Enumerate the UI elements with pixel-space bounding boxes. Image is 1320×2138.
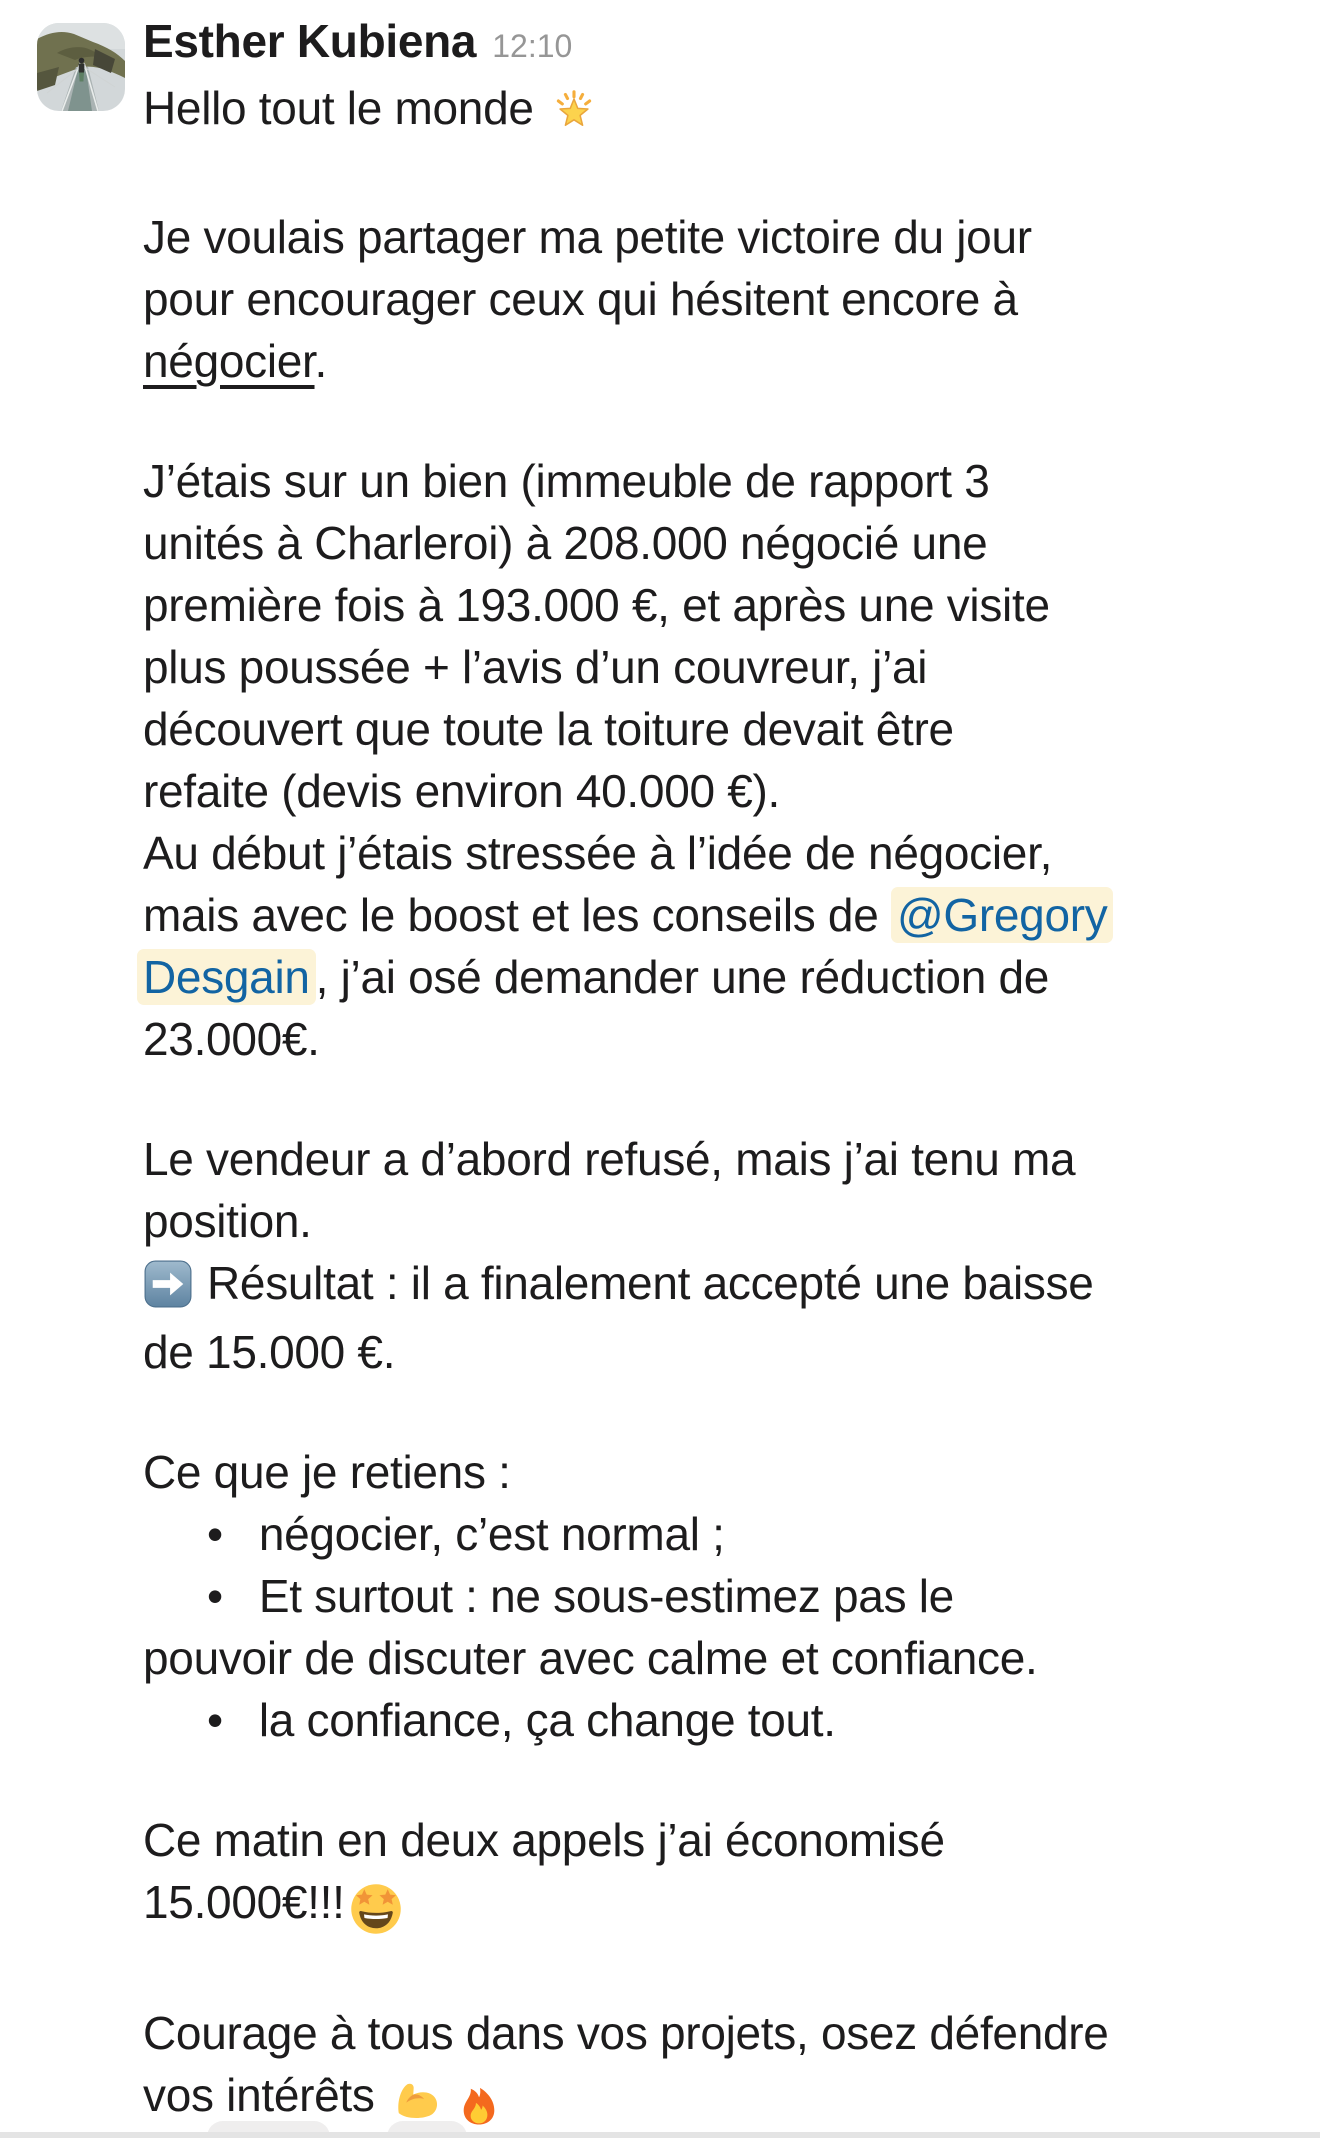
paragraph-savings [143, 1809, 1228, 1944]
glowing-star-emoji [548, 86, 600, 148]
greeting-line [143, 77, 1228, 148]
message-text: 23.000€. [143, 1013, 320, 1065]
message-body [143, 10, 1228, 2136]
bullet-dot: • [207, 1570, 223, 1622]
message-header [143, 10, 1228, 77]
underlined-word: négocier [143, 335, 315, 387]
message-text: plus poussée + l’avis d’un couvreur, j’ai [143, 641, 928, 693]
greeting-text: Hello tout le monde [143, 82, 534, 134]
message-timestamp[interactable]: 12:10 [492, 28, 573, 64]
paragraph-victory [143, 206, 1228, 392]
message-text: première fois à 193.000 €, et après une visite [143, 579, 1050, 631]
message-text: 15.000€!!! [143, 1876, 345, 1928]
message-text: pouvoir de discuter avec calme et confiance. [143, 1632, 1038, 1684]
message-text: Au début j’étais stressée à l’idée de négocier, [143, 827, 1053, 879]
message-text: Résultat : il a finalement accepté une baisse [207, 1257, 1094, 1309]
message-text: Ce matin en deux appels j’ai économisé [143, 1814, 945, 1866]
paragraph-lessons [143, 1441, 1228, 1751]
message-text: refaite (devis environ 40.000 €). [143, 765, 781, 817]
message-text: vos intérêts [143, 2069, 375, 2121]
message-text: . [314, 335, 327, 387]
bullet-item [143, 1565, 1228, 1627]
sender-name[interactable]: Esther Kubiena [143, 15, 477, 67]
message-text: , j’ai osé demander une réduction de [315, 951, 1050, 1003]
message-text: Ce que je retiens : [143, 1446, 511, 1498]
arrow-right-emoji [143, 1259, 193, 1321]
mention-gregory-desgain[interactable]: Desgain [137, 949, 316, 1005]
paragraph-story [143, 450, 1228, 1070]
bullet-dot: • [207, 1508, 223, 1560]
star-struck-emoji [349, 1882, 403, 1944]
message-text: Je voulais partager ma petite victoire du jour [143, 211, 1032, 263]
paragraph-encouragement [143, 2002, 1228, 2136]
bullet-item [143, 1689, 1228, 1751]
message-text: pour encourager ceux qui hésitent encore à [143, 273, 1018, 325]
bullet-dot: • [207, 1694, 223, 1746]
message-text: position. [143, 1195, 312, 1247]
message-text: Le vendeur a d’abord refusé, mais j’ai tenu ma [143, 1133, 1076, 1185]
message-text: mais avec le boost et les conseils de [143, 889, 891, 941]
bullet-item [143, 1503, 1228, 1565]
message-text: négocier, c’est normal ; [258, 1508, 725, 1560]
message-text: de 15.000 €. [143, 1326, 396, 1378]
message-text: unités à Charleroi) à 208.000 négocié une [143, 517, 988, 569]
message-text: J’étais sur un bien (immeuble de rapport 3 [143, 455, 990, 507]
message-text: Et surtout : ne sous-estimez pas le [258, 1570, 954, 1622]
bottom-divider [0, 2132, 1320, 2138]
message-text: Courage à tous dans vos projets, osez défendre [143, 2007, 1109, 2059]
message-text: découvert que toute la toiture devait être [143, 703, 954, 755]
avatar-photo [37, 23, 125, 111]
avatar[interactable] [37, 23, 125, 111]
mention-gregory-desgain[interactable]: @Gregory [891, 887, 1113, 943]
message-text: la confiance, ça change tout. [258, 1694, 836, 1746]
paragraph-result [143, 1128, 1228, 1383]
